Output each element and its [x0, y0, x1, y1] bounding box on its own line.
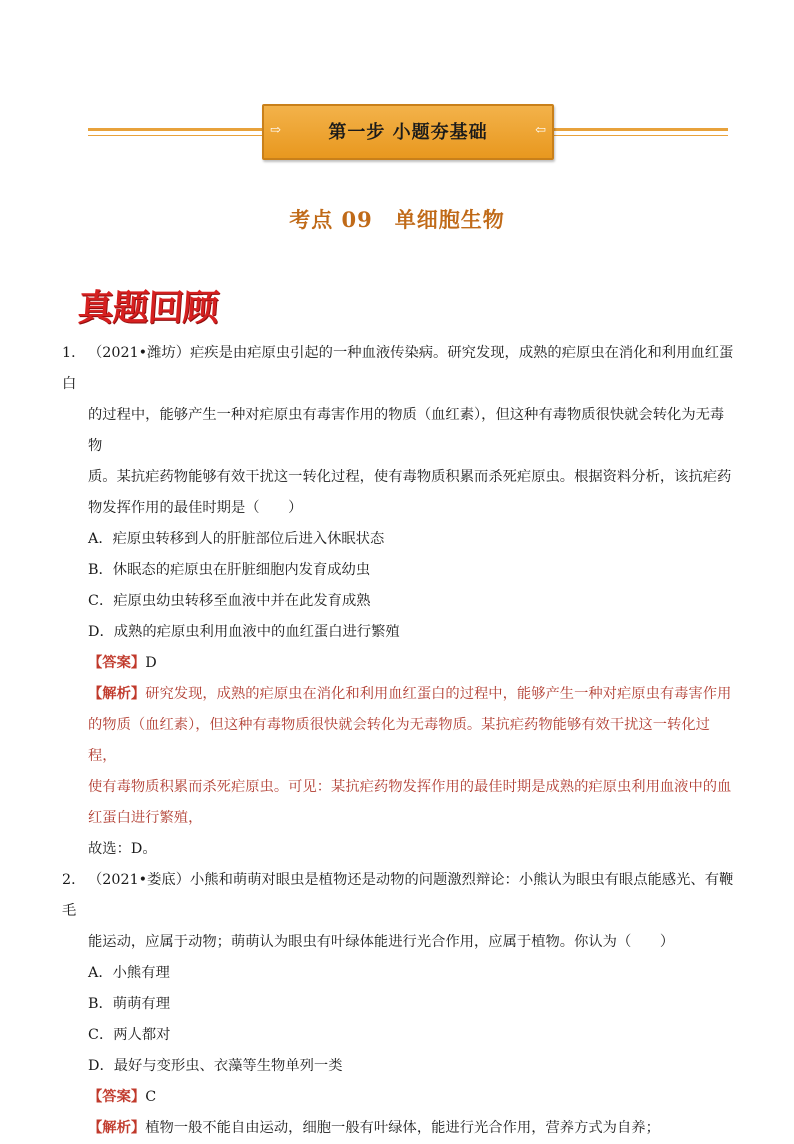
option-c: C．两人都对	[88, 1027, 171, 1043]
analysis-line: 植物一般不能自由运动，细胞一般有叶绿体，能进行光合作用，营养方式为自养；	[145, 1120, 660, 1136]
answer-value: C	[145, 1089, 157, 1105]
question-stem	[62, 865, 734, 958]
option-d: D．最好与变形虫、衣藻等生物单列一类	[88, 1058, 343, 1074]
question-content	[62, 338, 734, 1144]
stem-line: 能运动，应属于动物；萌萌认为眼虫有叶绿体能进行光合作用，应属于植物。你认为（ ）	[88, 934, 675, 950]
analysis-line: 的物质（血红素），但这种有毒物质很快就会转化为无毒物质。某抗疟药物能够有效干扰这一转化过程，	[88, 717, 710, 764]
analysis-tag: 【解析】	[88, 1120, 146, 1136]
banner-title: 第一步 小题夯基础	[328, 122, 488, 143]
option-d: D．成熟的疟原虫利用血液中的血红蛋白进行繁殖	[88, 624, 400, 640]
question-stem	[62, 338, 734, 524]
step-banner	[262, 104, 554, 160]
left-arrow-icon: ⇦	[535, 123, 546, 138]
analysis-block	[62, 1113, 734, 1144]
analysis-line: 红蛋白进行繁殖，	[88, 810, 203, 826]
option-c: C．疟原虫幼虫转移至血液中并在此发育成熟	[88, 593, 371, 609]
stem-line: （2021•潍坊）疟疾是由疟原虫引起的一种血液传染病。研究发现，成熟的疟原虫在消化和利用血红蛋白	[62, 345, 734, 392]
answer-line	[62, 1082, 734, 1113]
analysis-line: 使有毒物质积累而杀死疟原虫。可见：某抗疟药物发挥作用的最佳时期是成熟的疟原虫利用血液中的血	[88, 779, 732, 795]
answer-line	[62, 648, 734, 679]
banner-right-line	[554, 128, 728, 131]
stem-line: 的过程中，能够产生一种对疟原虫有毒害作用的物质（血红素），但这种有毒物质很快就会转化为无毒物	[88, 407, 725, 454]
answer-value: D	[145, 655, 157, 671]
stem-line: 质。某抗疟药物能够有效干扰这一转化过程，使有毒物质积累而杀死疟原虫。根据资料分析，该抗疟药	[88, 469, 732, 485]
question-number: 1．	[62, 345, 86, 361]
answer-tag: 【答案】	[88, 1089, 146, 1105]
option-a: A．小熊有理	[88, 965, 170, 981]
banner-right-line-thin	[554, 135, 728, 136]
review-heading: 真题回顾	[76, 288, 220, 329]
banner-left-line-thin	[88, 135, 262, 136]
stem-line: （2021•娄底）小熊和萌萌对眼虫是植物还是动物的问题激烈辩论：小熊认为眼虫有眼点能感光、有鞭毛	[62, 872, 734, 919]
answer-tag: 【答案】	[88, 655, 146, 671]
option-b: B．休眠态的疟原虫在肝脏细胞内发育成幼虫	[88, 562, 371, 578]
option-b: B．萌萌有理	[88, 996, 170, 1012]
stem-line: 物发挥作用的最佳时期是（ ）	[88, 500, 303, 516]
analysis-block	[62, 679, 734, 834]
option-a: A．疟原虫转移到人的肝脏部位后进入休眠状态	[88, 531, 385, 547]
section-title: 考点 09 单细胞生物	[289, 207, 505, 232]
question-number: 2．	[62, 872, 86, 888]
question-2	[62, 865, 734, 1144]
banner-left-line	[88, 128, 262, 131]
analysis-line: 研究发现，成熟的疟原虫在消化和利用血红蛋白的过程中，能够产生一种对疟原虫有毒害作用	[145, 686, 732, 702]
question-1	[62, 338, 734, 865]
right-arrow-icon: ⇨	[270, 123, 281, 138]
analysis-tag: 【解析】	[88, 686, 146, 702]
conclusion: 故选：D。	[88, 841, 157, 857]
